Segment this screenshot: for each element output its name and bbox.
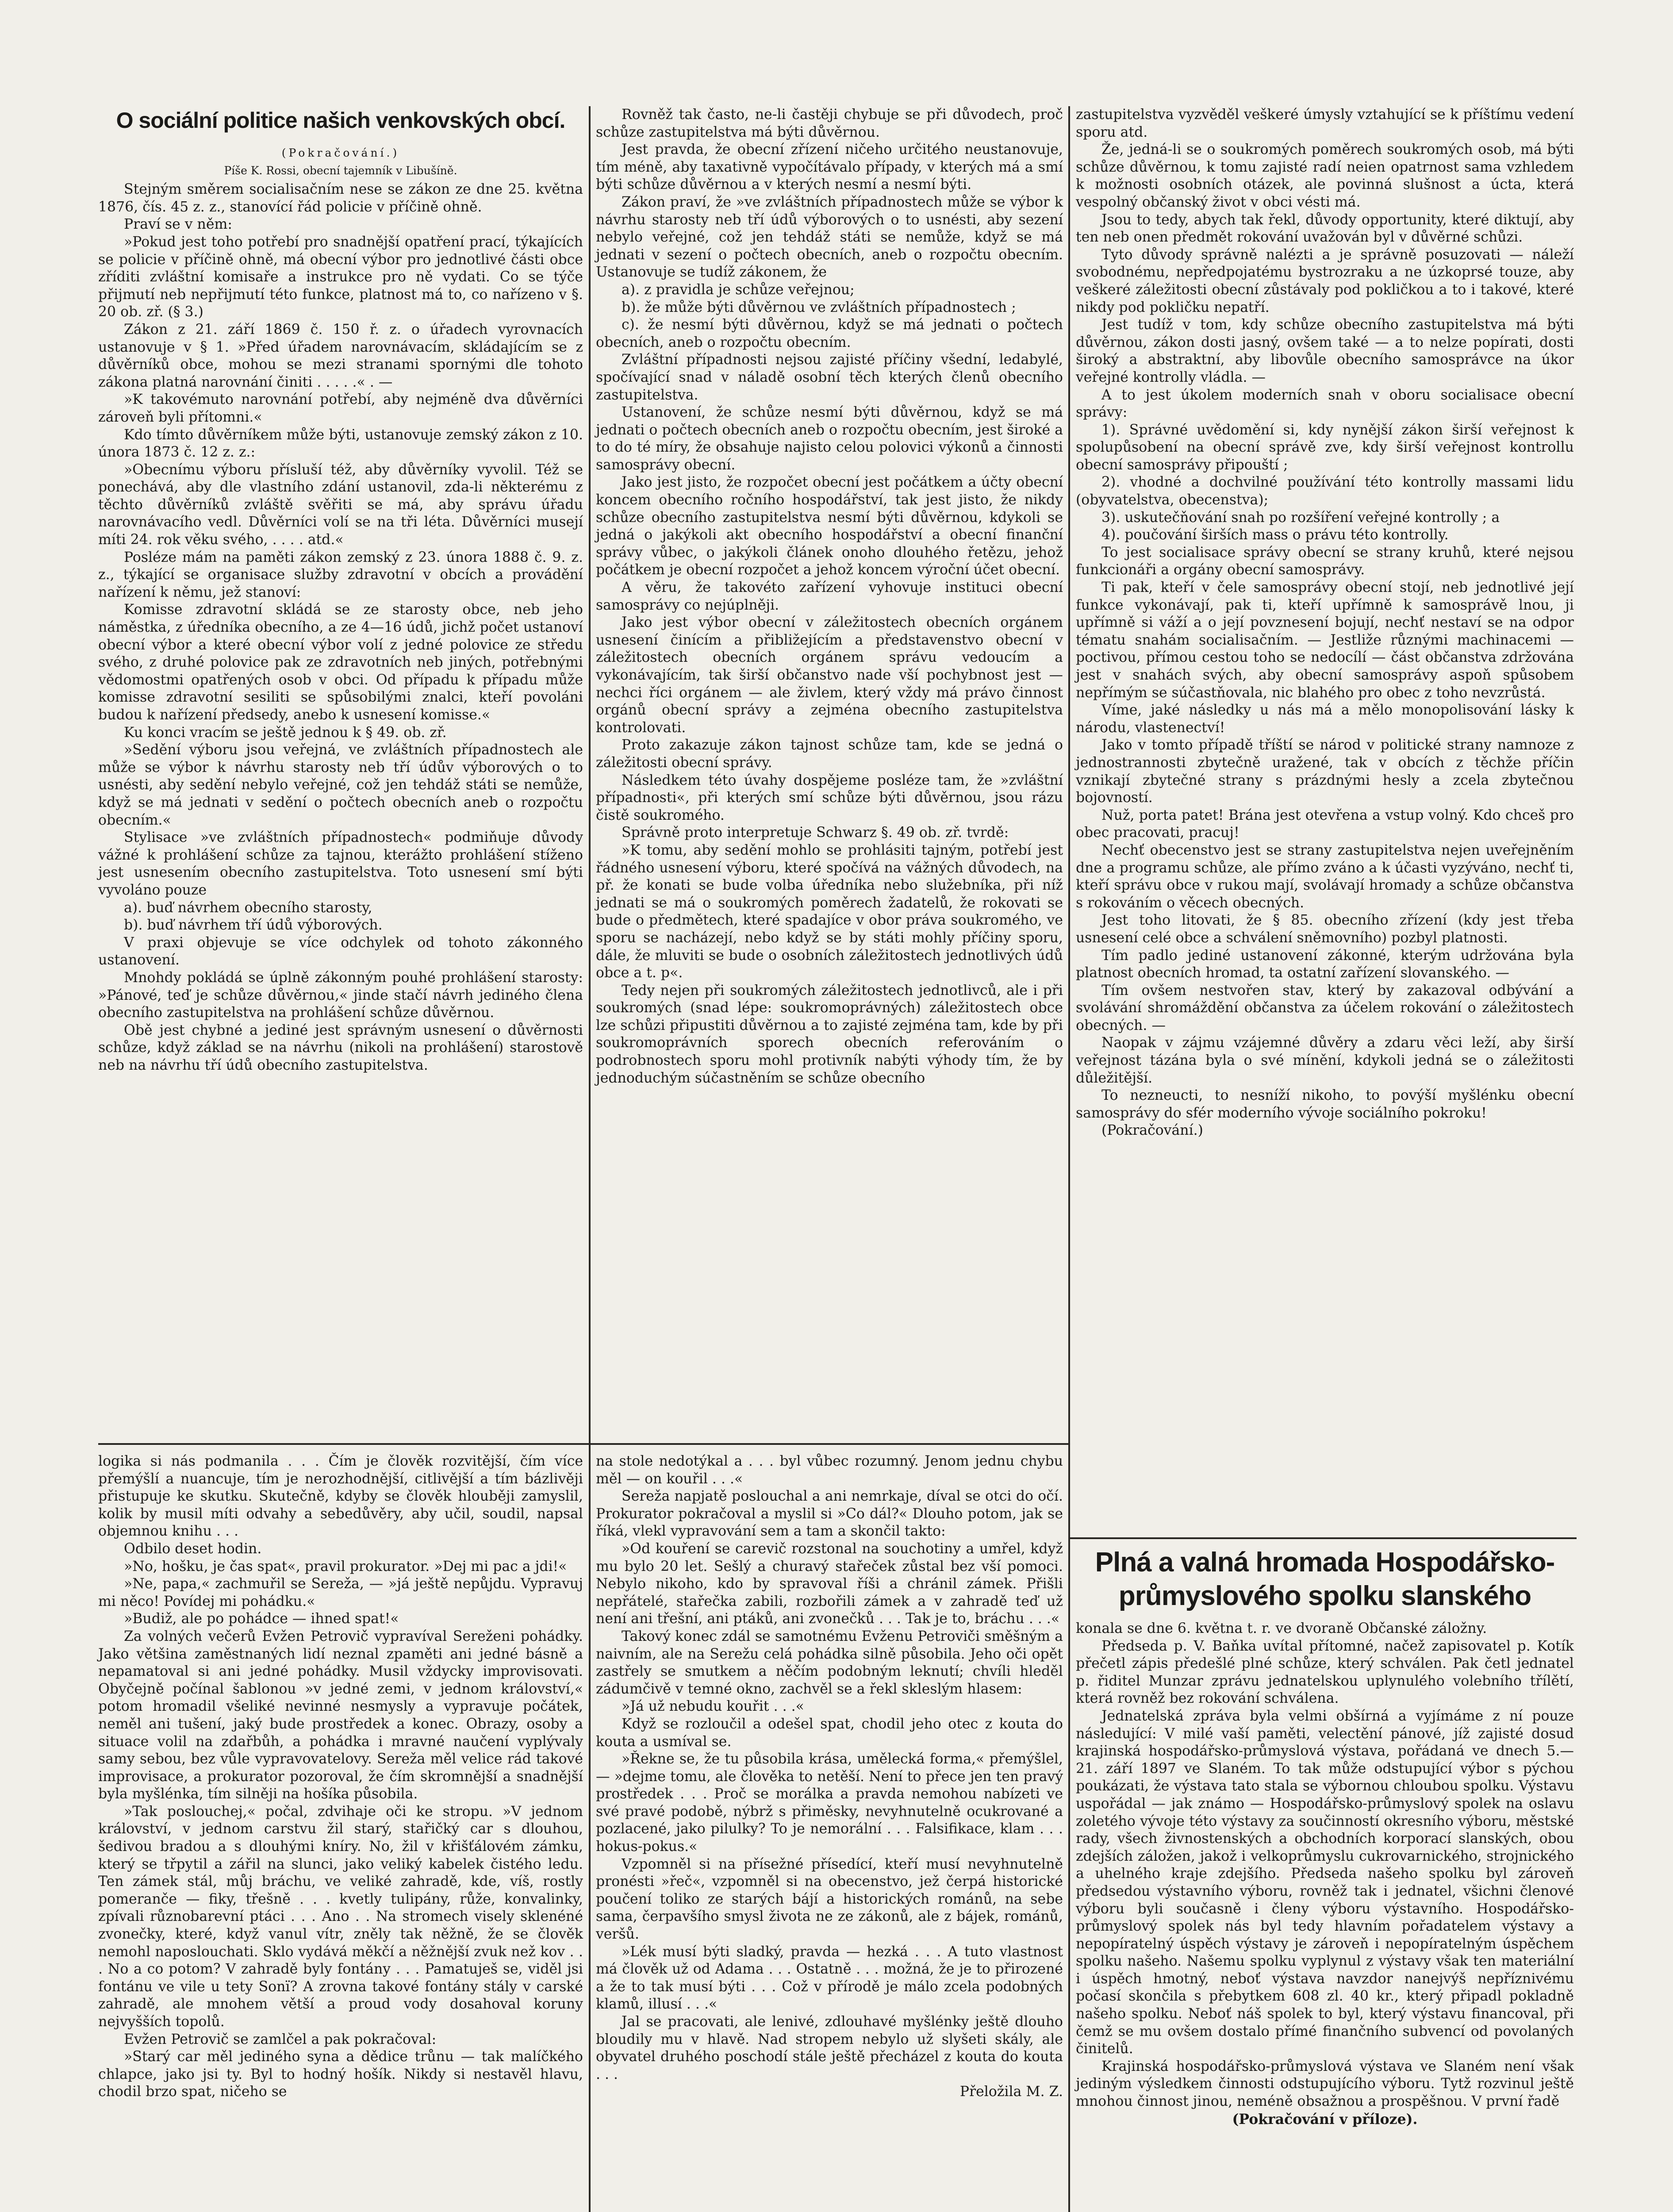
paragraph: Ti pak, kteří v čele samosprávy obecní stojí, neb jednotlivé její funkce vykonávají, pak ti, kteří upřímně k samosprávě lnou, ji upřímně si váží a o její povznesení bojují, nechť nestaví se na odpor tématu snahám socialisačním. — Jestliže různými machinacemi — poctivou, přímou cestou toho se nedocílí — část občanstva zdržována jest v snahách svých, aby obecní samosprávy aspoň spůsobem nepřímým se súčastňovala, nic blahého pro obec z toho nevzrůstá. <box>1076 580 1574 701</box>
story-col2 <box>596 1453 1063 2101</box>
article1-col3-text <box>1076 106 1574 1140</box>
paragraph: »Pokud jest toho potřebí pro snadnější opatření prací, týkajících se policie v příčině ohně, má obecní výbor pro jednotlivé části obce zříditi zvláštní komisaře a instrukce pro ně vydati. Co se týče přijmutí neb nepřijmutí této funkce, platnost má to, co nařízeno v §. 20 ob. zř. (§ 3.) <box>98 234 583 320</box>
paragraph: To nezneucti, to nesníží nikoho, to povýší myšlénku obecní samosprávy do sfér moderního vývoje sociálního pokroku! <box>1076 1087 1574 1121</box>
paragraph: Vzpomněl si na přísežné přísedící, kteří musí nevyhnutelně pronésti »řeč«, vzpomněl si na obecenstvo, jež čerpá historické poučení toliko ze starých bájí a historických románů, na sebe sama, čerpavšího smysl života ne ze zákonů, ale z bájek, románů, veršů. <box>596 1856 1063 1943</box>
paragraph: Jednatelská zpráva byla velmi obšírná a vyjímáme z ní pouze následující: V milé vaší paměti, velectění pánové, jíž zajisté dosud krajinská hospodářsko-průmyslová výstava, pořádaná ve dnech 5.—21. září 1897 ve Slaném. To tak může odstupující výbor s pýchou poukázati, že výstava tato stala se výbornou chloubou spolku. Výstavu uspořádal — jak známo — Hospodářsko-průmyslový spolek na oslavu zoletého vývoje této výstavy za součinností okresního výboru, městské rady, všech živnostenských a obchodních korporací slanských, obou zdejších záložen, jakož i velkoprůmyslu cukrovarnického, strojnického a uhelného kraje zdejšího. Předseda našeho spolku byl zároveň předsedou výstavního výboru, rovněž tak i jednatel, všichni členové výboru byli současně i členy výboru výstavního. Hospodářsko-průmyslový spolek nás byl tedy hlavním pořadatelem výstavy a nepopíratelný úspěch výstavy je zároveň i nepopíratelným úspěchem spolku našeho. Našemu spolku vyplynul z výstavy však ten materiální i úspěch hmotný, neboť výstava navzdor nanejvýš nepříznivému počasí skončila s přebytkem 608 zl. 40 kr., který připadl pokladně našeho spolku. Neboť náš spolek to byl, který výstavu financoval, při čemž se mu ovšem dostalo přímé finančního subvencí od povolaných činitelů. <box>1076 1708 1574 2057</box>
article2 <box>1076 1546 1574 2128</box>
section-rule-right-col <box>1070 1537 1577 1539</box>
paragraph: Jal se pracovati, ale lenivé, zdlouhavé myšlénky ještě dlouho bloudily mu v hlavě. Nad stropem nebylo už slyšeti skály, ale obyvatel druhého poschodí stále ještě přecházel z kouta do kouta . . . <box>596 2014 1063 2082</box>
paragraph: Stejným směrem socialisačním nese se zákon ze dne 25. května 1876, čís. 45 z. z., stanovící řád policie v příčině ohně. <box>98 181 583 215</box>
paragraph: Mnohdy pokládá se úplně zákonným pouhé prohlášení starosty: »Pánové, teď je schůze důvěrnou,« jinde stačí návrh jediného člena obecního zastupitelstva na prohlášení schůze důvěrnou. <box>98 969 583 1021</box>
section-rule-upper <box>98 1443 1068 1445</box>
paragraph: »K takovémuto narovnání potřebí, aby nejméně dva důvěrníci zároveň byli přítomni.« <box>98 392 583 425</box>
article1-col1 <box>98 106 583 1074</box>
paragraph: Naopak v zájmu vzájemné důvěry a zdaru věci leží, aby širší veřejnost tázána byla o své mínění, kdykoli jedná se o záležitosti důležitější. <box>1076 1035 1574 1086</box>
paragraph: Jako v tomto případě tříští se národ v politické strany namnoze z jednostrannosti zbytečně uražené, tak v obcích z těchže příčin vznikají zbytečné strany s prázdnými hesly a zcela zbytečnou bojovností. <box>1076 737 1574 806</box>
paragraph: na stole nedotýkal a . . . byl vůbec rozumný. Jenom jednu chybu měl — on kouřil . . .« <box>596 1453 1063 1487</box>
paragraph: Jako jest výbor obecní v záležitostech obecních orgánem usnesení činícím a přibližejícím a představenstvo obecní v záležitostech obecních orgánem správu vedoucím a vykonávajícím, tak širší občanstvo nade vší pochybnost jest — nechci říci orgánem — ale živlem, který vždy má právo činnost orgánů obecní správy a zejména obecního zastupitelstva kontrolovati. <box>596 614 1063 736</box>
paragraph: Jest toho litovati, že § 85. obecního zřízení (kdy jest třeba usnesení celé obce a schválení sněmovního) pozbyl platnosti. <box>1076 912 1574 946</box>
paragraph: A to jest úkolem moderních snah v oboru socialisace obecní správy: <box>1076 387 1574 421</box>
column-rule-left <box>589 106 591 2212</box>
paragraph: (Pokračování v příloze). <box>1232 2111 1418 2128</box>
paragraph: Zákon praví, že »ve zvláštních případnostech může se výbor k návrhu starosty neb tří údů výborových o to usnésti, aby sezení nebylo veřejné, což jen tehdáž státi se nemůže, když se má jednati v sezení o počtech obecních, aneb o rozpočtu obecním. Ustanovuje se tudíž zákonem, že <box>596 194 1063 280</box>
article1-col1-text <box>98 181 583 1074</box>
paragraph: logika si nás podmanila . . . Čím je člověk rozvitější, čím více přemýšlí a nuancuje, tím je nerozhodnější, citlivější a tím bázlivěji přistupuje ke skutku. Skutečně, kdyby se člověk hlouběji zamyslil, kolik by musil míti odvahy a sebedůvěry, aby učil, soudil, napsal objemnou knihu . . . <box>98 1453 583 1540</box>
paragraph: 3). uskutečňování snah po rozšíření veřejné kontrolly ; a <box>1101 509 1500 526</box>
paragraph: Za volných večerů Evžen Petrovič vypravíval Sereženi pohádky. Jako většina zaměstnaných lidí neznal zpaměti ani jedné básně a nepamatoval si ani jedné pohádky. Musil vždycky improvisovati. Obyčejně počínal šablonou »v jedné zemi, v jednom království,« potom hromadil všeliké nevinné nesmysly a vypravuje počátek, neměl ani tušení, jaký bude prostředek a konec. Obrazy, osoby a situace volil na zdařbůh, a pohádka i mravné naučení vyplývaly samy sebou, bez vůle vypravovatelovy. Sereža měl velice rád takové improvisace, a prokurator pozoroval, že čím skromnější a snadnější byla myšlénka, tím silněji na hošíka působila. <box>98 1628 583 1802</box>
paragraph: Jako jest jisto, že rozpočet obecní jest počátkem a účty obecní koncem obecního ročního hospodářství, tak jest jisto, že nikdy schůze obecního zastupitelstva nesmí býti důvěrnou, kdykoli se jedná o jakýkoli akt obecního hospodářství a obecní finanční správy vůbec, o jakýkoli článek onoho dlouhého řetězu, jehož počátkem je obecní rozpočet a jehož koncem výroční účet obecní. <box>596 474 1063 578</box>
paragraph: Komisse zdravotní skládá se ze starosty obce, neb jeho náměstka, z úředníka obecního, a ze 4—16 údů, jichž počet ustanoví obecní výbor a které obecní výbor volí z jedné polovice ze středu svého, z druhé polovice pak ze zdravotních neb jiných, potřebnými vědomostmi opatřených osob v obci. Od případu k případu může komisse zdravotní sesiliti se spůsobilými znalci, kteří povoláni budou k nařízení předsedy, anebo k usnesení komisse.« <box>98 602 583 723</box>
paragraph: »Já už nebudu kouřit . . .« <box>622 1698 804 1715</box>
paragraph: Následkem této úvahy dospějeme posléze tam, že »zvláštní případnosti«, při kterých smí schůze býti důvěrnou, jsou rázu čistě soukromého. <box>596 772 1063 823</box>
paragraph: Tyto důvody správně nalézti a je správně posuzovati — náleží svobodnému, nepředpojatému bystrozraku a ne úzkoprsé touze, aby veškeré záležitosti obecní zůstávaly pod pokličkou a to i takové, které nikdy pod pokličku nepatří. <box>1076 246 1574 315</box>
paragraph: Obě jest chybné a jediné jest správným usnesení o důvěrnosti schůze, když základ se na návrhu (nikoli na prohlášení) starostově neb na návrhu tří údů obecního zastupitelstva. <box>98 1022 583 1073</box>
paragraph: Rovněž tak často, ne-li častěji chybuje se při důvodech, proč schůze zastupitelstva má býti důvěrnou. <box>596 107 1063 140</box>
paragraph: Tím padlo jediné ustanovení zákonné, kterým udržována byla platnost obecních hromad, ta ostatní zařízení slovanského. — <box>1076 947 1574 981</box>
paragraph: Předseda p. V. Baňka uvítal přítomné, načež zapisovatel p. Kotík přečetl zápis předešlé plné schůze, který schválen. Pak četl jednatel p. řiditel Munzar zprávu jednatelskou uplynulého volebního třílětí, která rovněž bez rokování schválena. <box>1076 1638 1574 1707</box>
paragraph: (Pokračování.) <box>1101 1122 1203 1139</box>
paragraph: Sereža napjatě poslouchal a ani nemrkaje, díval se otci do očí. Prokurator pokračoval a myslil si »Co dál?« Dlouho potom, jak se říká, vlekl vypravování sem a tam a skončil takto: <box>596 1488 1063 1540</box>
paragraph: Že, jedná-li se o soukromých poměrech soukromých osob, má býti schůze důvěrnou, k tomu zajisté radí neien opatrnost sama vzhledem k možnosti osobních otázek, ale povinná slušnost a úcta, která vespolný občanský život v obci vésti má. <box>1076 142 1574 210</box>
paragraph: »Řekne se, že tu působila krása, umělecká forma,« přemýšlel, — »dejme tomu, ale člověka to netěší. Není to přece jen ten pravý prostředek . . . Proč se morálka a pravda nemohou nabízeti ve své pravé podobě, nýbrž s přiměsky, nevyhnutelně ocukrované a pozlacené, jako pilulky? To je nemorální . . . Falsifikace, klam . . . hokus-pokus.« <box>596 1751 1063 1855</box>
paragraph: »Ne, papa,« zachmuřil se Sereža, — »já ještě nepůjdu. Vypravuj mi něco! Povídej mi pohádku.« <box>98 1576 583 1609</box>
paragraph: Posléze mám na paměti zákon zemský z 23. února 1888 č. 9. z. z., týkající se organisace služby zdravotní v obcích a provádění nařízení k němu, jež stanoví: <box>98 549 583 600</box>
paragraph: Stylisace »ve zvláštních případnostech« podmiňuje důvody vážné k prohlášení schůze za tajnou, kterážto prohlášení stíženo jest usnesením obecního zastupitelstva. Toto usnesení smí býti vyvoláno pouze <box>98 830 583 898</box>
paragraph: Nechť obecenstvo jest se strany zastupitelstva nejen uveřejněním dne a programu schůze, ale přímo zváno a k účasti vyzýváno, nechť ti, kteří správu obce v rukou mají, svolávají hromady a schůze občanstva s rokováním o věcech obecných. <box>1076 842 1574 911</box>
paragraph: Ku konci vracím se ještě jednou k § 49. ob. zř. <box>124 724 447 741</box>
paragraph: To jest socialisace správy obecní se strany kruhů, které nejsou funkcionáři a orgány obecní samosprávy. <box>1076 544 1574 578</box>
paragraph: a). z pravidla je schůze veřejnou; <box>622 281 855 298</box>
article1-col2-text <box>596 106 1063 1087</box>
paragraph: Praví se v něm: <box>124 216 232 233</box>
paragraph: zastupitelstva vyzvěděl veškeré úmysly vztahující se k příštímu vedení sporu atd. <box>1076 107 1574 140</box>
paragraph: Tedy nejen při soukromých záležitostech jednotlivců, ale i při soukromých (snad lépe: soukromoprávných) záležitostech obce lze schůzi připustiti důvěrnou a to zajisté zejména tam, kde by při soukromoprávních sporech obecních referováním o podrobnostech sporu mohl protivník nabýti výhody tím, že by jednoduchým súčastněním se schůze obecního <box>596 982 1063 1086</box>
paragraph: 1). Správné uvědomění si, kdy nynější zákon širší veřejnost k spolupůsobení na obecní správě zve, kdy širší veřejnost kontrollu obecní samosprávy připouští ; <box>1076 422 1574 473</box>
paragraph: Jest pravda, že obecní zřízení ničeho určitého neustanovuje, tím méně, aby taxativně vypočítávalo případy, v kterých má a smí býti schůze důvěrnou a v kterých nesmí a nesmí býti. <box>596 142 1063 193</box>
paragraph: Tím ovšem nestvořen stav, který by zakazoval odbývání a svolávání shromáždění občanstva za účelem rokování o záležitostech obecných. — <box>1076 982 1574 1033</box>
paragraph: Nuž, porta patet! Brána jest otevřena a vstup volný. Kdo chceš pro obec pracovati, pracuj! <box>1076 807 1574 841</box>
paragraph: Víme, jaké následky u nás má a mělo monopolisování lásky k národu, vlastenectví! <box>1076 702 1574 736</box>
article1-col3 <box>1076 106 1574 1140</box>
story-col1-text <box>98 1453 583 2101</box>
paragraph: Takový konec zdál se samotnému Evženu Petroviči směšným a naivním, ale na Serežu celá pohádka silně působila. Jeho oči opět zastřely se smutkem a něčím podobným leknutí; chvíli hleděl zádumčivě v temné okno, zachvěl se a řekl skleslým hlasem: <box>596 1628 1063 1697</box>
paragraph: Odbilo deset hodin. <box>124 1540 262 1557</box>
paragraph: Jsou to tedy, abych tak řekl, důvody opportunity, které diktují, aby ten neb onen předmět rokování uvažován byl v důvěrné schůzi. <box>1076 211 1574 246</box>
paragraph: 4). poučování širších mass o právu této kontrolly. <box>1101 527 1449 543</box>
paragraph: b). že může býti důvěrnou ve zvláštních případnostech ; <box>622 299 1016 315</box>
paragraph: Jest tudíž v tom, kdy schůze obecního zastupitelstva má býti důvěrnou, zákon dosti jasný, ovšem také — a to nelze popírati, dosti široký a abstraktní, aby libovůle obecního samosprávce na úkor veřejné kontrolly vládla. — <box>1076 317 1574 385</box>
column-rule-right <box>1068 106 1070 2212</box>
paragraph: V praxi objevuje se více odchylek od tohoto zákonného ustanovení. <box>98 934 583 968</box>
paragraph: konala se dne 6. května t. r. ve dvoraně Občanské záložny. <box>1076 1621 1487 1636</box>
paragraph: a). buď návrhem obecního starosty, <box>124 899 372 916</box>
paragraph: »Obecnímu výboru přísluší též, aby důvěrníky vyvolil. Též se ponechává, aby dle vlastního zdání ustanovil, zda-li některému z těchto důvěrníků zvláště svěřiti se má, aby správu úřadu narovnávacího vedl. Důvěrníci volí se na tři léta. Důvěrníci musejí míti 24. rok věku svého, . . . . atd.« <box>98 461 583 548</box>
paragraph: Kdo tímto důvěrníkem může býti, ustanovuje zemský zákon z 10. února 1873 č. 12 z. z.: <box>98 426 583 461</box>
paragraph: »Od kouření se carevič rozstonal na souchotiny a umřel, když mu bylo 20 let. Sešlý a churavý stařeček zůstal bez vší pomoci. Nebylo nikoho, kdo by spravoval říši a chránil zámek. Přišli nepřátelé, stařečka zabili, rozbořili zámek a v zahradě teď už není ani třešní, ani ptáků, ani zvonečků . . . Tak je to, bráchu . . .« <box>596 1540 1063 1627</box>
paragraph: 2). vhodné a dochvilné používání této kontrolly massami lidu (obyvatelstva, obecenstva); <box>1076 474 1574 508</box>
story-col1 <box>98 1453 583 2101</box>
paragraph: c). že nesmí býti důvěrnou, když se má jednati o počtech obecních, aneb o rozpočtu obecním. <box>596 317 1063 350</box>
paragraph: »Lék musí býti sladký, pravda — hezká . . . A tuto vlastnost má člověk už od Adama . . . Ostatně . . . možná, že je to přirozené a že to tak musí býti . . . Což v přírodě je málo zcela podobných klamů, illusí . . .« <box>596 1943 1063 2012</box>
paragraph: »No, hošku, je čas spat«, pravil prokurator. »Dej mi pac a jdi!« <box>124 1558 567 1575</box>
paragraph: »Tak poslouchej,« počal, zdvihaje oči ke stropu. »V jednom království, v jednom carstvu žil starý, stařičký car s dlouhou, šedivou bradou a s dlouhými kníry. No, žil v křišťálovém zámku, který se třpytil a zářil na slunci, jako veliký kabelek čistého ledu. Ten zámek stál, můj bráchu, ve veliké zahradě, kde, víš, rostly pomeranče — fiky, třešně . . . kvetly tulipány, růže, konvalinky, zpívali různobarevní ptáci . . . Ano . . Na stromech visely sklenéné zvonečky, které, když vanul vítr, zněly tak něžně, že se člověk nemohl naposlouchati. Sklo vydává měkčí a něžnější zvuk než kov . . . No a co potom? V zahradě byly fontány . . . Pamatuješ se, viděl jsi fontánu ve vile u tety Sonï? A zrovna takové fontány stály v carské zahradě, ale mnohem větší a proud vody dosahoval koruny nejvyšších topolů. <box>98 1803 583 2030</box>
paragraph: »Starý car měl jediného syna a dědice trůnu — tak malíčkého chlapce, jako jsi ty. Byl to hodný hošík. Nikdy si nestavěl hlavu, chodil brzo spat, ničeho se <box>98 2049 583 2100</box>
paragraph: »Budiž, ale po pohádce — ihned spat!« <box>124 1611 399 1627</box>
paragraph: Když se rozloučil a odešel spat, chodil jeho otec z kouta do kouta a usmíval se. <box>596 1716 1063 1750</box>
story-col2-text <box>596 1453 1063 2101</box>
paragraph: A věru, že takovéto zařízení vyhovuje instituci obecní samosprávy co nejúplněji. <box>596 580 1063 613</box>
paragraph: Správně proto interpretuje Schwarz §. 49 ob. zř. tvrdě: <box>622 825 1009 841</box>
paragraph: b). buď návrhem tří údů výborových. <box>124 917 383 933</box>
paragraph: Zvláštní případnosti nejsou zajisté příčiny všední, ledabylé, spočívající snad v náladě osobní těch kterých členů obecního zastupitelstva. <box>596 352 1063 403</box>
article1-status: (Pokračování.) <box>281 146 400 159</box>
article2-title: Plná a valná hromada Hospodářsko-průmyslového spolku slanského <box>1095 1547 1555 1611</box>
article1-byline: Píše K. Rossi, obecní tajemník v Libušíně. <box>224 164 457 177</box>
paragraph: Krajinská hospodářsko-průmyslová výstava ve Slaném není však jediným výsledkem činnosti odstupujícího výboru. Tytž rozvinul ještě mnohou činnost jinou, neméně obsažnou a prospěšnou. V první řadě <box>1076 2058 1574 2110</box>
paragraph: Evžen Petrovič se zamlčel a pak pokračoval: <box>124 2031 437 2047</box>
paragraph: Zákon z 21. září 1869 č. 150 ř. z. o úřadech vyrovnacích ustanovuje v § 1. »Před úřadem narovnávacím, skládajícím se z důvěrníků obce, mohou se mezi stranami spornými dle tohoto zákona platná narovnání činiti . . . . .« . — <box>98 321 583 390</box>
article2-text <box>1076 1620 1574 2128</box>
paragraph: »Sedění výboru jsou veřejná, ve zvláštních případnostech ale může se výbor k návrhu starosty neb tří údův výborových o to usnésti, aby sedění nebylo veřejné, což jen tehdáž státi se nemůže, když se má jednati v sedění o počtech obecních aneb o rozpočtu obecním.« <box>98 742 583 828</box>
paragraph: Ustanovení, že schůze nesmí býti důvěrnou, když se má jednati o počtech obecních aneb o rozpočtu obecním, jest široké a to do té míry, že obsahuje najisto celou polovici výkonů a činnosti samosprávy obecní. <box>596 404 1063 473</box>
paragraph: Proto zakazuje zákon tajnost schůze tam, kde se jedná o záležitosti obecní správy. <box>596 737 1063 771</box>
paragraph: »K tomu, aby sedění mohlo se prohlásiti tajným, potřebí jest řádného usnesení výboru, které spočívá na vážných důvodech, na př. že konati se bude volba úředníka nebo služebníka, při níž jednati se má o soukromých poměrech žadatelů, že rokovati se bude o předmětech, které spadajíce v obor práva soukromého, ve sporu se nacházejí, nebo když se by státi mohly příčiny sporu, dále, že mluviti se bude o osobních záležitostech jednotlivých údů obce a t. p«. <box>596 842 1063 981</box>
article1-col2 <box>596 106 1063 1087</box>
paragraph: Přeložila M. Z. <box>959 2084 1063 2100</box>
article1-title: O sociální politice našich venkovských obcí. <box>116 108 565 133</box>
